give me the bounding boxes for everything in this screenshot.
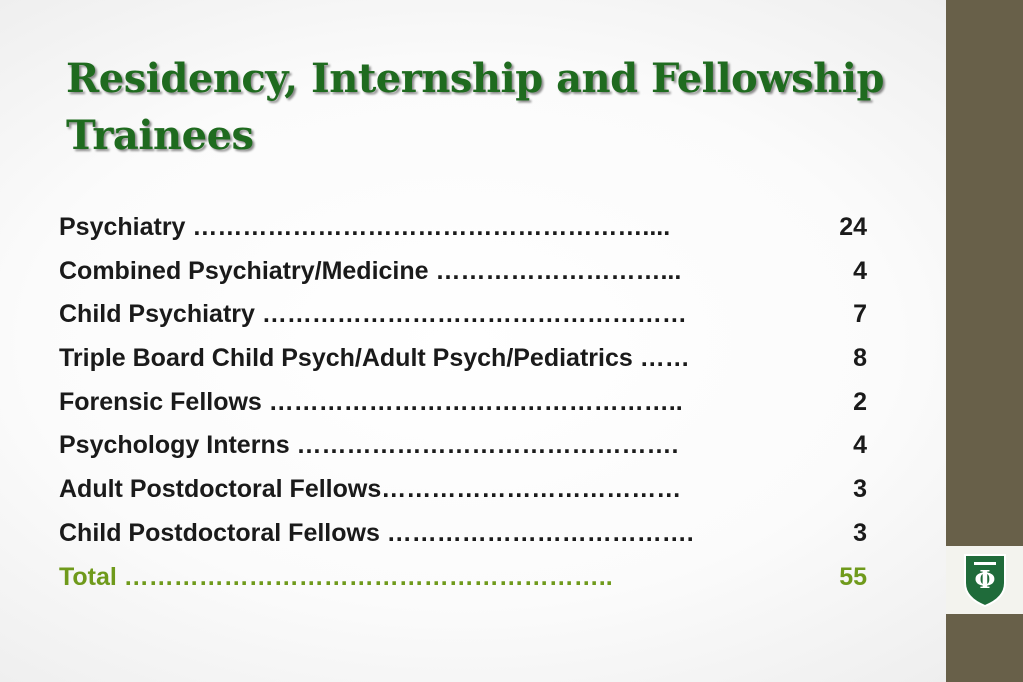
row-count: 3 — [853, 518, 867, 547]
row-label: Triple Board Child Psych/Adult Psych/Pediatrics …… — [59, 344, 690, 373]
logo-box — [946, 546, 1023, 614]
row-count: 8 — [853, 344, 867, 373]
row-count: 4 — [853, 256, 867, 285]
list-item — [59, 512, 867, 556]
row-label: Psychiatry ……………………………………………….... — [59, 213, 671, 241]
shield-tu-logo-icon — [963, 553, 1007, 607]
list-item — [59, 468, 867, 512]
row-count: 3 — [853, 475, 867, 504]
svg-text:Φ: Φ — [974, 565, 996, 594]
total-count: 55 — [839, 562, 867, 591]
list-item — [59, 424, 867, 468]
list-item — [59, 381, 867, 425]
list-item — [59, 206, 867, 250]
list-item — [59, 337, 867, 381]
row-label: Forensic Fellows ………………………………………….. — [59, 387, 683, 416]
list-item — [59, 250, 867, 294]
row-label: Combined Psychiatry/Medicine ………………………... — [59, 256, 682, 285]
row-label: Adult Postdoctoral Fellows……………………………… — [59, 475, 682, 504]
total-label: Total ………………………………………………….. — [59, 562, 613, 591]
row-count: 7 — [853, 300, 867, 329]
row-label: Psychology Interns ………………………………………. — [59, 431, 679, 460]
total-row — [59, 556, 867, 600]
row-count: 24 — [839, 213, 867, 241]
row-count: 4 — [853, 431, 867, 460]
list-item — [59, 293, 867, 337]
row-label: Child Psychiatry …………………………………………… — [59, 300, 687, 329]
row-label: Child Postdoctoral Fellows ………………………………. — [59, 518, 694, 547]
trainee-list — [59, 206, 867, 599]
row-count: 2 — [853, 387, 867, 416]
slide-title: Residency, Internship and Fellowship Trainees — [66, 55, 884, 159]
